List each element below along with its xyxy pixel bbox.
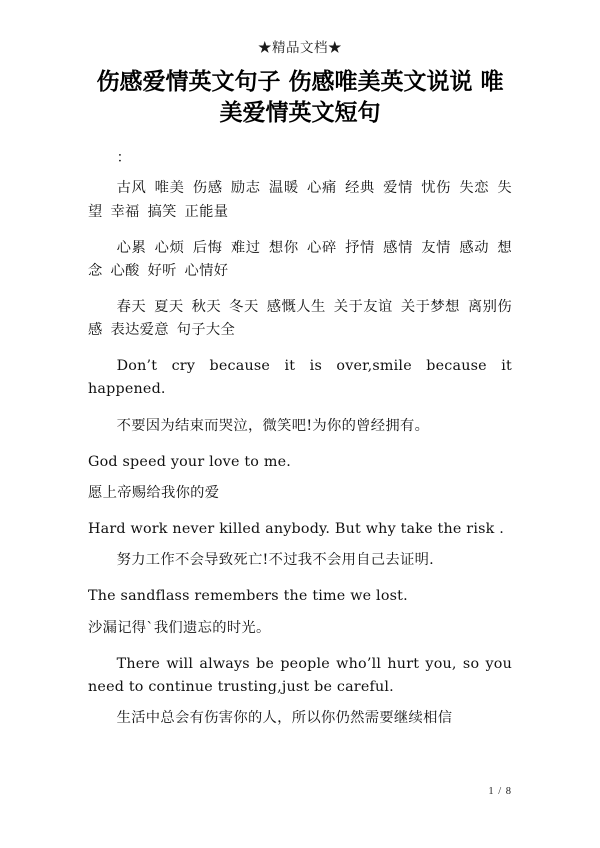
page-number: 1 / 8 [488,786,512,797]
quote-1-chinese: 不要因为结束而哭泣，微笑吧!为你的曾经拥有。 [116,417,430,434]
colon-line: ： [116,149,131,166]
document-body [88,0,512,730]
tag-group-2: 心累 心烦 后悔 难过 想你 心碎 抒情 感情 友情 感动 想念 心酸 好听 心情好 [88,239,512,279]
quote-3-chinese: 努力工作不会导致死亡!不过我不会用自己去证明. [116,552,435,569]
quote-2-chinese: 愿上帝赐给我你的爱 [88,484,220,501]
quote-1-english: Don’t cry because it is over,smile because it happened. [88,358,512,398]
quote-4-english: The sandflass remembers the time we lost. [88,588,408,605]
quote-3-english: Hard work never killed anybody. But why take the risk . [88,521,504,538]
quote-2-english: God speed your love to me. [88,453,292,470]
tag-group-1: 古风 唯美 伤感 励志 温暖 心痛 经典 爱情 忧伤 失恋 失望 幸福 搞笑 正能量 [88,180,512,220]
quote-5-chinese: 生活中总会有伤害你的人，所以你仍然需要继续相信 [116,710,453,726]
document-banner: ★精品文档★ [258,40,342,56]
quote-4-chinese: 沙漏记得`我们遗忘的时光。 [88,619,271,636]
tag-group-3: 春天 夏天 秋天 冬天 感慨人生 关于友谊 关于梦想 离别伤感 表达爱意 句子大全 [88,298,512,339]
quote-5-english: There will always be people who’ll hurt you, so you need to continue trusting,just be careful. [88,655,512,695]
page-title-line-2: 美爱情英文短句 [219,98,381,126]
page-title-line-1: 伤感爱情英文句子 伤感唯美英文说说 唯 [96,68,504,96]
page-title [88,67,512,128]
